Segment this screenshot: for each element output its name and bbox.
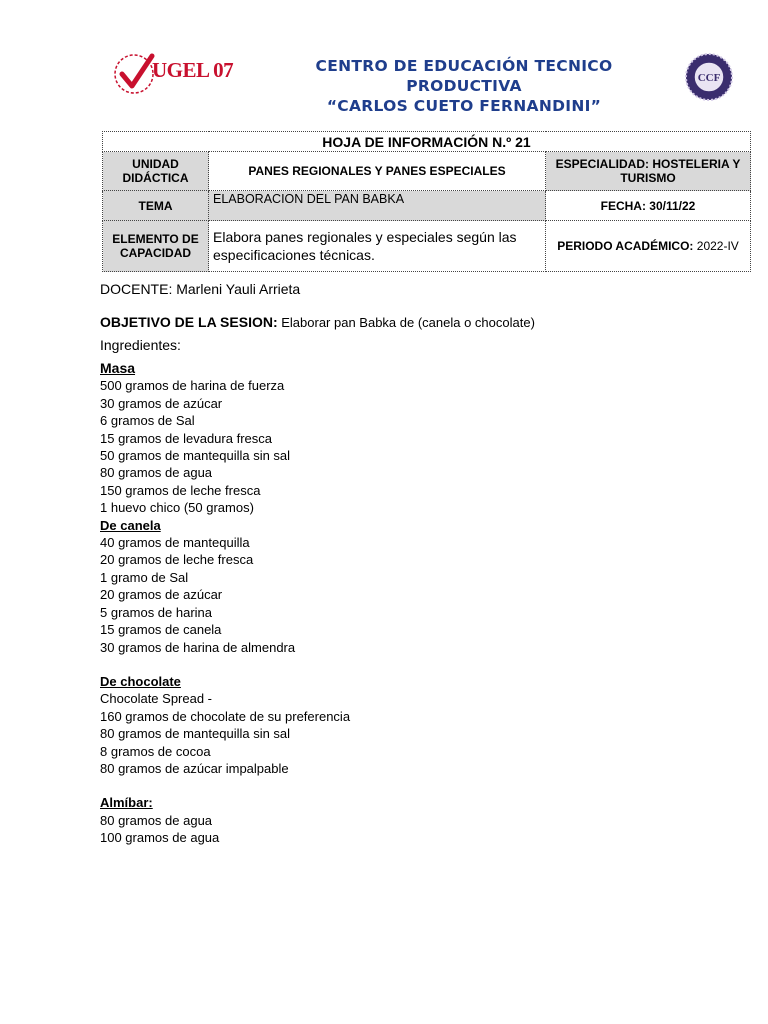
school-title-line-2: “CARLOS CUETO FERNANDINI”: [326, 97, 602, 115]
sheet-title: HOJA DE INFORMACIÓN N.º 21: [103, 132, 751, 152]
periodo: [546, 221, 751, 272]
canela-list: [100, 534, 740, 656]
list-item: 6 gramos de Sal: [100, 413, 195, 429]
unidad-value: PANES REGIONALES Y PANES ESPECIALES: [209, 152, 546, 191]
almibar-heading: Almíbar:: [100, 795, 153, 811]
masa-list: [100, 377, 740, 516]
objetivo: [100, 314, 740, 331]
list-item: 80 gramos de agua: [100, 465, 213, 481]
list-item: 20 gramos de azúcar: [100, 587, 223, 603]
tema-label: TEMA: [103, 191, 209, 221]
list-item: 80 gramos de azúcar impalpable: [100, 760, 289, 776]
school-title: [262, 56, 666, 116]
list-item: 80 gramos de mantequilla sin sal: [100, 726, 291, 742]
list-item: 50 gramos de mantequilla sin sal: [100, 448, 291, 464]
list-item: 1 huevo chico (50 gramos): [100, 500, 254, 516]
almibar-list: [100, 812, 740, 847]
document-header: [0, 0, 768, 120]
list-item: 500 gramos de harina de fuerza: [100, 378, 285, 394]
document-body: [100, 280, 740, 847]
list-item: 15 gramos de levadura fresca: [100, 430, 272, 446]
list-item: 100 gramos de agua: [100, 830, 220, 846]
seal-text: CCF: [697, 72, 721, 84]
chocolate-heading: De chocolate: [100, 673, 181, 689]
ingredientes-label: Ingredientes:: [100, 337, 181, 354]
masa-heading: Masa: [100, 360, 136, 377]
list-item: 1 gramo de Sal: [100, 569, 189, 585]
chocolate-list: [100, 690, 740, 777]
list-item: 15 gramos de canela: [100, 622, 222, 638]
list-item: 20 gramos de leche fresca: [100, 552, 254, 568]
list-item: Chocolate Spread -: [100, 691, 213, 707]
list-item: 40 gramos de mantequilla: [100, 535, 250, 551]
docente: DOCENTE: Marleni Yauli Arrieta: [100, 281, 301, 297]
list-item: 80 gramos de agua: [100, 812, 213, 828]
elemento-label: ELEMENTO DE CAPACIDAD: [103, 221, 209, 272]
especialidad: ESPECIALIDAD: HOSTELERIA Y TURISMO: [546, 152, 751, 191]
school-seal-icon: [684, 52, 734, 102]
list-item: 8 gramos de cocoa: [100, 743, 211, 759]
periodo-label: PERIODO ACADÉMICO:: [557, 239, 694, 253]
ugel-label: UGEL 07: [152, 58, 234, 82]
info-table: [102, 131, 751, 272]
list-item: 5 gramos de harina: [100, 604, 213, 620]
elemento-value: Elabora panes regionales y especiales según las especificaciones técnicas.: [209, 221, 546, 272]
unidad-label: UNIDAD DIDÁCTICA: [103, 152, 209, 191]
list-item: 30 gramos de harina de almendra: [100, 639, 296, 655]
school-title-line-1: CENTRO DE EDUCACIÓN TECNICO PRODUCTIVA: [315, 57, 613, 95]
objetivo-label: OBJETIVO DE LA SESION:: [100, 314, 278, 330]
objetivo-text: Elaborar pan Babka de (canela o chocolate): [281, 315, 535, 330]
list-item: 160 gramos de chocolate de su preferencia: [100, 708, 351, 724]
periodo-value: 2022-IV: [696, 239, 739, 253]
tema-value: ELABORACION DEL PAN BABKA: [209, 191, 546, 221]
fecha: FECHA: 30/11/22: [546, 191, 751, 221]
list-item: 150 gramos de leche fresca: [100, 482, 261, 498]
canela-heading: De canela: [100, 517, 161, 533]
list-item: 30 gramos de azúcar: [100, 395, 223, 411]
